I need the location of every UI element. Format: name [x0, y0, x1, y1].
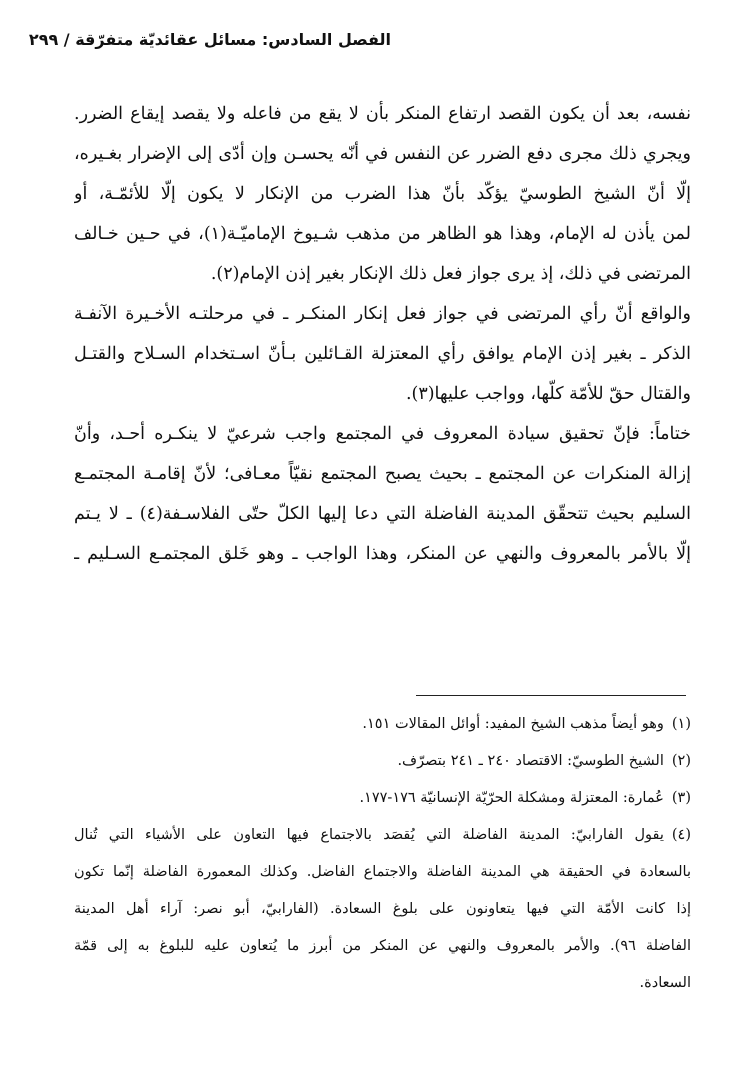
footnote: [74, 706, 691, 743]
running-header: الفصل السادس: مسائل عقائديّة متفرّقة / ٢٩٩: [28, 30, 391, 49]
text-line: لمن يأذن له الإمام، وهذا هو الظاهر من مذهب شـيوخ الإماميّـة(١)، في حـين خـالف: [74, 224, 691, 244]
footnote-number: (٤): [671, 827, 691, 843]
footnote-continuation: بالسعادة في الحقيقة هي المدينة الفاضلة والاجتماع الفاضل. وكذلك المعمورة الفاضلة إنّما تكون: [74, 864, 691, 880]
footnote-number: (٢): [671, 753, 691, 769]
text-line: الذكر ـ بغير إذن الإمام يوافق رأي المعتزلة القـائلين بـأنّ اسـتخدام السـلاح والقتـل: [74, 344, 691, 364]
main-text: [74, 94, 691, 574]
text-line: المرتضى في ذلك، إذ يرى جواز فعل ذلك الإنكار بغير إذن الإمام(٢).: [210, 264, 691, 284]
footnote: [74, 817, 691, 854]
footnotes: [74, 706, 691, 1002]
footnote-text: يقول الفارابيّ: المدينة الفاضلة التي يُقصَد بالاجتماع فيها التعاون على الأشياء التي تُنال: [74, 827, 664, 843]
text-line: ويجري ذلك مجرى دفع الضرر عن النفس في أنّه يحسـن وإن أدّى إلى الإضرار بغـيره،: [74, 144, 691, 164]
text-line: إلّا بالأمر بالمعروف والنهي عن المنكر، وهذا الواجب ـ وهو خَلق المجتمـع السـليم ـ: [74, 544, 691, 564]
text-line: والقتال حقّ للأمّة كلّها، وواجب عليها(٣).: [405, 384, 691, 404]
footnote-continuation: الفاضلة ٩٦). والأمر بالمعروف والنهي عن المنكر من أبرز ما يُتعاون عليه للبلوغ به إلى قمّة: [74, 938, 691, 954]
text-line: والواقع أنّ رأي المرتضى في جواز فعل إنكار المنكـر ـ في مرحلتـه الأخـيرة الآنفـة: [74, 304, 691, 324]
footnote-continuation: إذا كانت الأمّة التي فيها يتعاونون على بلوغ السعادة. (الفارابيّ، أبو نصر: آراء أهل المدينة: [74, 901, 691, 917]
text-line: ختاماً: فإنّ تحقيق سيادة المعروف في المجتمع واجب شرعيّ لا ينكـره أحـد، وأنّ: [74, 424, 691, 444]
footnote: [74, 780, 691, 817]
footnote-text: عُمارة: المعتزلة ومشكلة الحرّيّة الإنسانيّة ١٧٦-١٧٧.: [359, 790, 664, 806]
text-line: السليم بحيث تتحقّق المدينة الفاضلة التي دعا إليها الكلّ حتّى الفلاسـفة(٤) ـ لا يـتم: [74, 504, 691, 524]
footnote: [74, 743, 691, 780]
footnote-number: (١): [671, 716, 691, 732]
footnote-number: (٣): [671, 790, 691, 806]
footnote-continuation: السعادة.: [639, 975, 691, 991]
text-line: إلّا أنّ الشيخ الطوسيّ يؤكّد بأنّ هذا الضرب من الإنكار لا يكون إلّا للأئمّـة، أو: [74, 184, 691, 204]
footnote-text: وهو أيضاً مذهب الشيخ المفيد: أوائل المقالات ١٥١.: [362, 716, 664, 732]
text-line: إزالة المنكرات عن المجتمع ـ بحيث يصبح المجتمع نقيّاً معـافى؛ لأنّ إقامـة المجتمـع: [74, 464, 691, 484]
footnote-separator: [416, 695, 686, 696]
footnote-text: الشيخ الطوسيّ: الاقتصاد ٢٤٠ ـ ٢٤١ بتصرّف.: [397, 753, 664, 769]
text-line: نفسه، بعد أن يكون القصد ارتفاع المنكر بأن لا يقع من فاعله ولا يقصد إيقاع الضرر.: [74, 104, 691, 124]
